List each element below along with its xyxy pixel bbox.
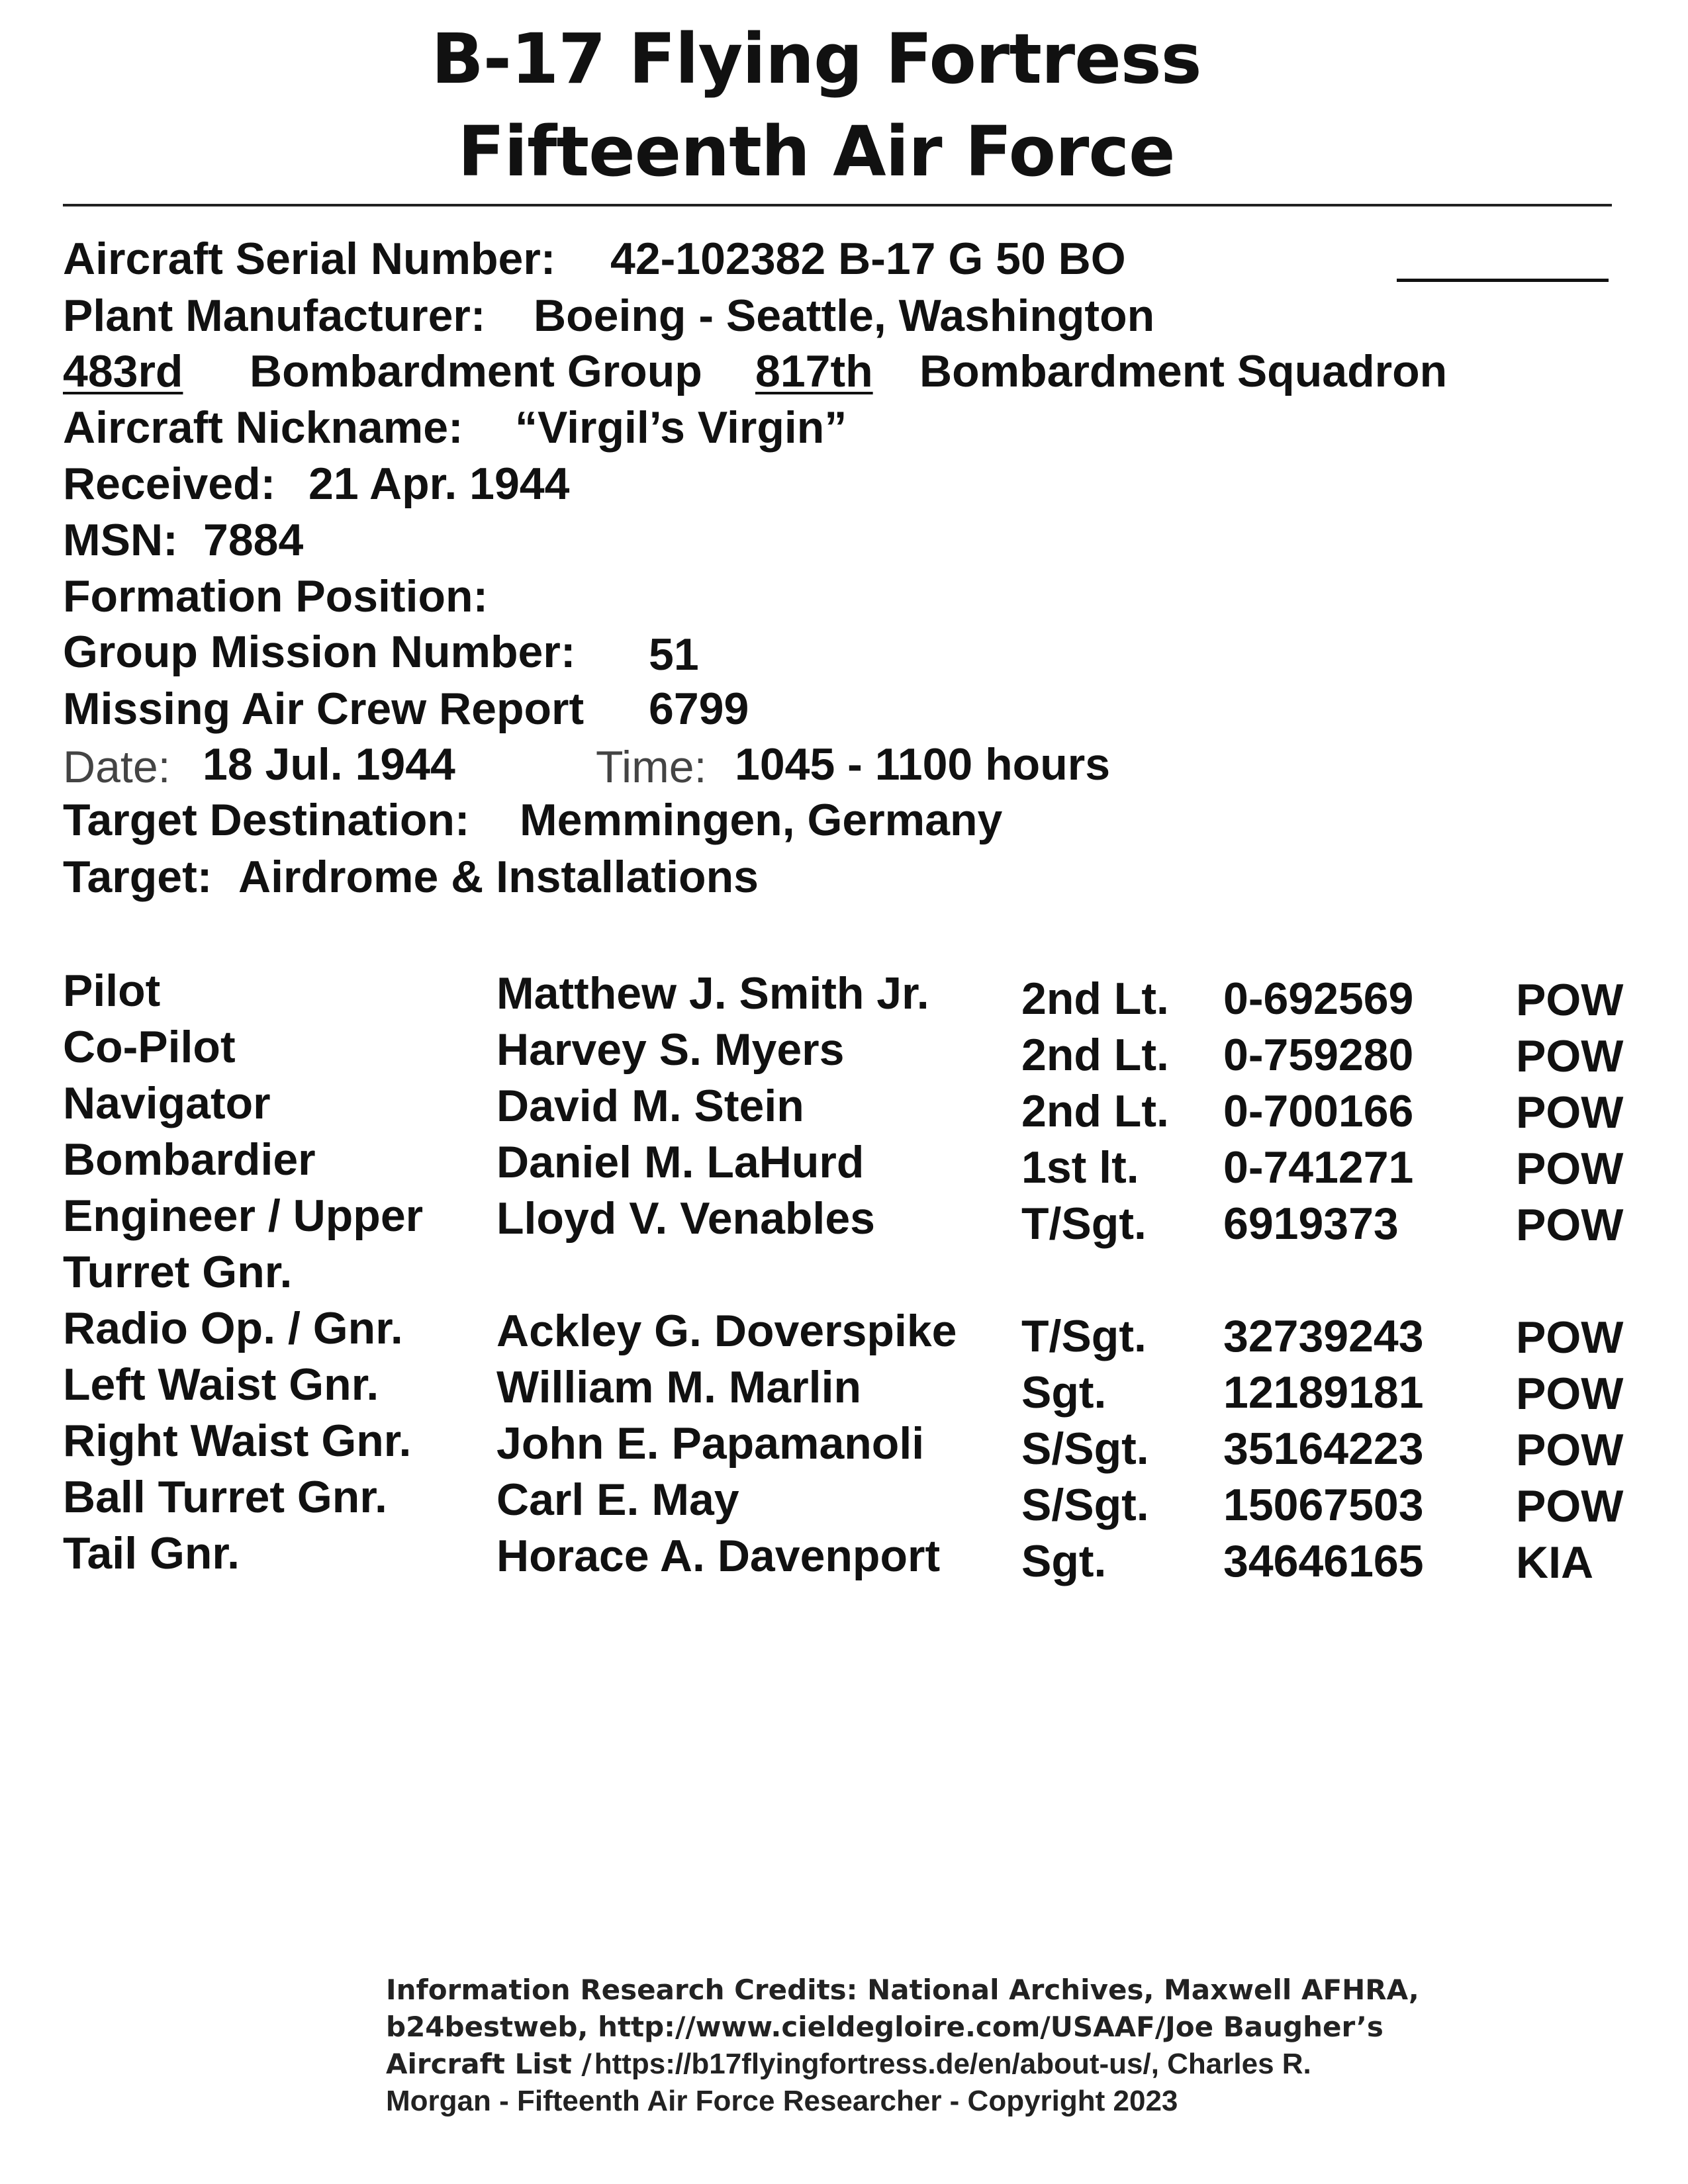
crew-position: Navigator — [63, 1078, 271, 1128]
date-label: Date: — [63, 742, 171, 792]
crew-status: POW — [1516, 1031, 1624, 1081]
macr-label: Missing Air Crew Report — [63, 684, 585, 734]
credits-line-1: Information Research Credits: National Archives, Maxwell AFHRA, — [386, 1974, 1419, 2006]
group-label: Bombardment Group — [250, 346, 702, 396]
crew-serial: 0-759280 — [1223, 1030, 1414, 1080]
crew-position: Pilot — [63, 966, 161, 1016]
date-value: 18 Jul. 1944 — [203, 739, 455, 790]
crew-serial: 32739243 — [1223, 1311, 1424, 1361]
mission-number-value: 51 — [649, 629, 699, 680]
msn-value: 7884 — [203, 515, 304, 565]
target-destination-value: Memmingen, Germany — [520, 795, 1003, 845]
crew-rank: Sgt. — [1021, 1536, 1107, 1586]
crew-position: Radio Op. / Gnr. — [63, 1303, 403, 1353]
group-number: 483rd — [63, 346, 183, 396]
received-label: Received: — [63, 459, 276, 509]
title-divider — [63, 204, 1612, 206]
crew-status: POW — [1516, 1312, 1624, 1363]
crew-rank: 2nd Lt. — [1021, 1086, 1169, 1136]
crew-serial: 0-700166 — [1223, 1086, 1414, 1136]
nickname-value: “Virgil’s Virgin” — [515, 402, 847, 453]
macr-value: 6799 — [649, 684, 749, 734]
nickname-label: Aircraft Nickname: — [63, 402, 463, 453]
received-value: 21 Apr. 1944 — [308, 459, 570, 509]
crew-serial: 6919373 — [1223, 1199, 1399, 1249]
crew-serial: 12189181 — [1223, 1367, 1424, 1418]
crew-status: POW — [1516, 1425, 1624, 1475]
crew-name: Carl E. May — [496, 1475, 739, 1525]
manufacturer-value: Boeing - Seattle, Washington — [534, 291, 1155, 341]
crew-name: David M. Stein — [496, 1081, 804, 1131]
serial-number-value: 42-102382 B-17 G 50 BO — [610, 234, 1126, 284]
page-title-line-1: B-17 Flying Fortress — [431, 19, 1201, 99]
manufacturer-label: Plant Manufacturer: — [63, 291, 486, 341]
crew-name: William M. Marlin — [496, 1362, 862, 1412]
crew-position: Bombardier — [63, 1134, 316, 1185]
crew-rank: S/Sgt. — [1021, 1480, 1149, 1530]
crew-rank: 1st lt. — [1021, 1142, 1139, 1193]
crew-status: POW — [1516, 1144, 1624, 1194]
crew-name: Harvey S. Myers — [496, 1024, 845, 1075]
crew-position: Tail Gnr. — [63, 1528, 240, 1578]
msn-label: MSN: — [63, 515, 178, 565]
crew-status: POW — [1516, 1369, 1624, 1419]
crew-position: Ball Turret Gnr. — [63, 1472, 387, 1522]
crew-rank: 2nd Lt. — [1021, 974, 1169, 1024]
crew-status: KIA — [1516, 1537, 1594, 1588]
crew-status: POW — [1516, 975, 1624, 1025]
credits-line-3-part-1: Aircraft List / — [386, 2048, 592, 2080]
crew-position-continued: Turret Gnr. — [63, 1247, 293, 1297]
crew-serial: 35164223 — [1223, 1424, 1424, 1474]
blank-line — [1397, 279, 1609, 282]
crew-serial: 34646165 — [1223, 1536, 1424, 1586]
crew-name: Ackley G. Doverspike — [496, 1306, 957, 1356]
credits-line-3-part-2: https://b17flyingfortress.de/en/about-us/, Charles R. — [594, 2048, 1311, 2080]
squadron-label: Bombardment Squadron — [919, 346, 1448, 396]
squadron-line — [755, 345, 1447, 397]
crew-position: Co-Pilot — [63, 1022, 236, 1072]
crew-serial: 15067503 — [1223, 1480, 1424, 1530]
mission-number-label: Group Mission Number: — [63, 627, 576, 677]
serial-number-label: Aircraft Serial Number: — [63, 234, 556, 284]
time-label: Time: — [596, 742, 707, 792]
crew-status: POW — [1516, 1481, 1624, 1531]
squadron-number: 817th — [755, 346, 873, 396]
crew-status: POW — [1516, 1087, 1624, 1138]
crew-position: Left Waist Gnr. — [63, 1359, 379, 1410]
target-value: Airdrome & Installations — [238, 852, 759, 902]
crew-rank: S/Sgt. — [1021, 1424, 1149, 1474]
crew-rank: 2nd Lt. — [1021, 1030, 1169, 1080]
crew-name: John E. Papamanoli — [496, 1418, 925, 1469]
group-line — [63, 345, 702, 397]
page-title-line-2: Fifteenth Air Force — [457, 111, 1175, 192]
crew-name: Lloyd V. Venables — [496, 1193, 875, 1244]
credits-line-4: Morgan - Fifteenth Air Force Researcher - Copyright 2023 — [386, 2085, 1178, 2117]
credits-line-2: b24bestweb, http://www.cieldegloire.com/USAAF/Joe Baugher’s — [386, 2011, 1383, 2043]
crew-position: Right Waist Gnr. — [63, 1416, 412, 1466]
target-label: Target: — [63, 852, 212, 902]
crew-serial: 0-741271 — [1223, 1142, 1414, 1193]
crew-name: Horace A. Davenport — [496, 1531, 941, 1581]
crew-name: Daniel M. LaHurd — [496, 1137, 865, 1187]
crew-rank: T/Sgt. — [1021, 1199, 1147, 1249]
crew-name: Matthew J. Smith Jr. — [496, 968, 929, 1019]
crew-rank: T/Sgt. — [1021, 1311, 1147, 1361]
time-value: 1045 - 1100 hours — [735, 739, 1111, 790]
crew-rank: Sgt. — [1021, 1367, 1107, 1418]
credits-line-3 — [386, 2048, 1311, 2081]
crew-serial: 0-692569 — [1223, 974, 1414, 1024]
formation-position-label: Formation Position: — [63, 571, 489, 621]
crew-position: Engineer / Upper — [63, 1191, 424, 1241]
target-destination-label: Target Destination: — [63, 795, 470, 845]
crew-status: POW — [1516, 1200, 1624, 1250]
